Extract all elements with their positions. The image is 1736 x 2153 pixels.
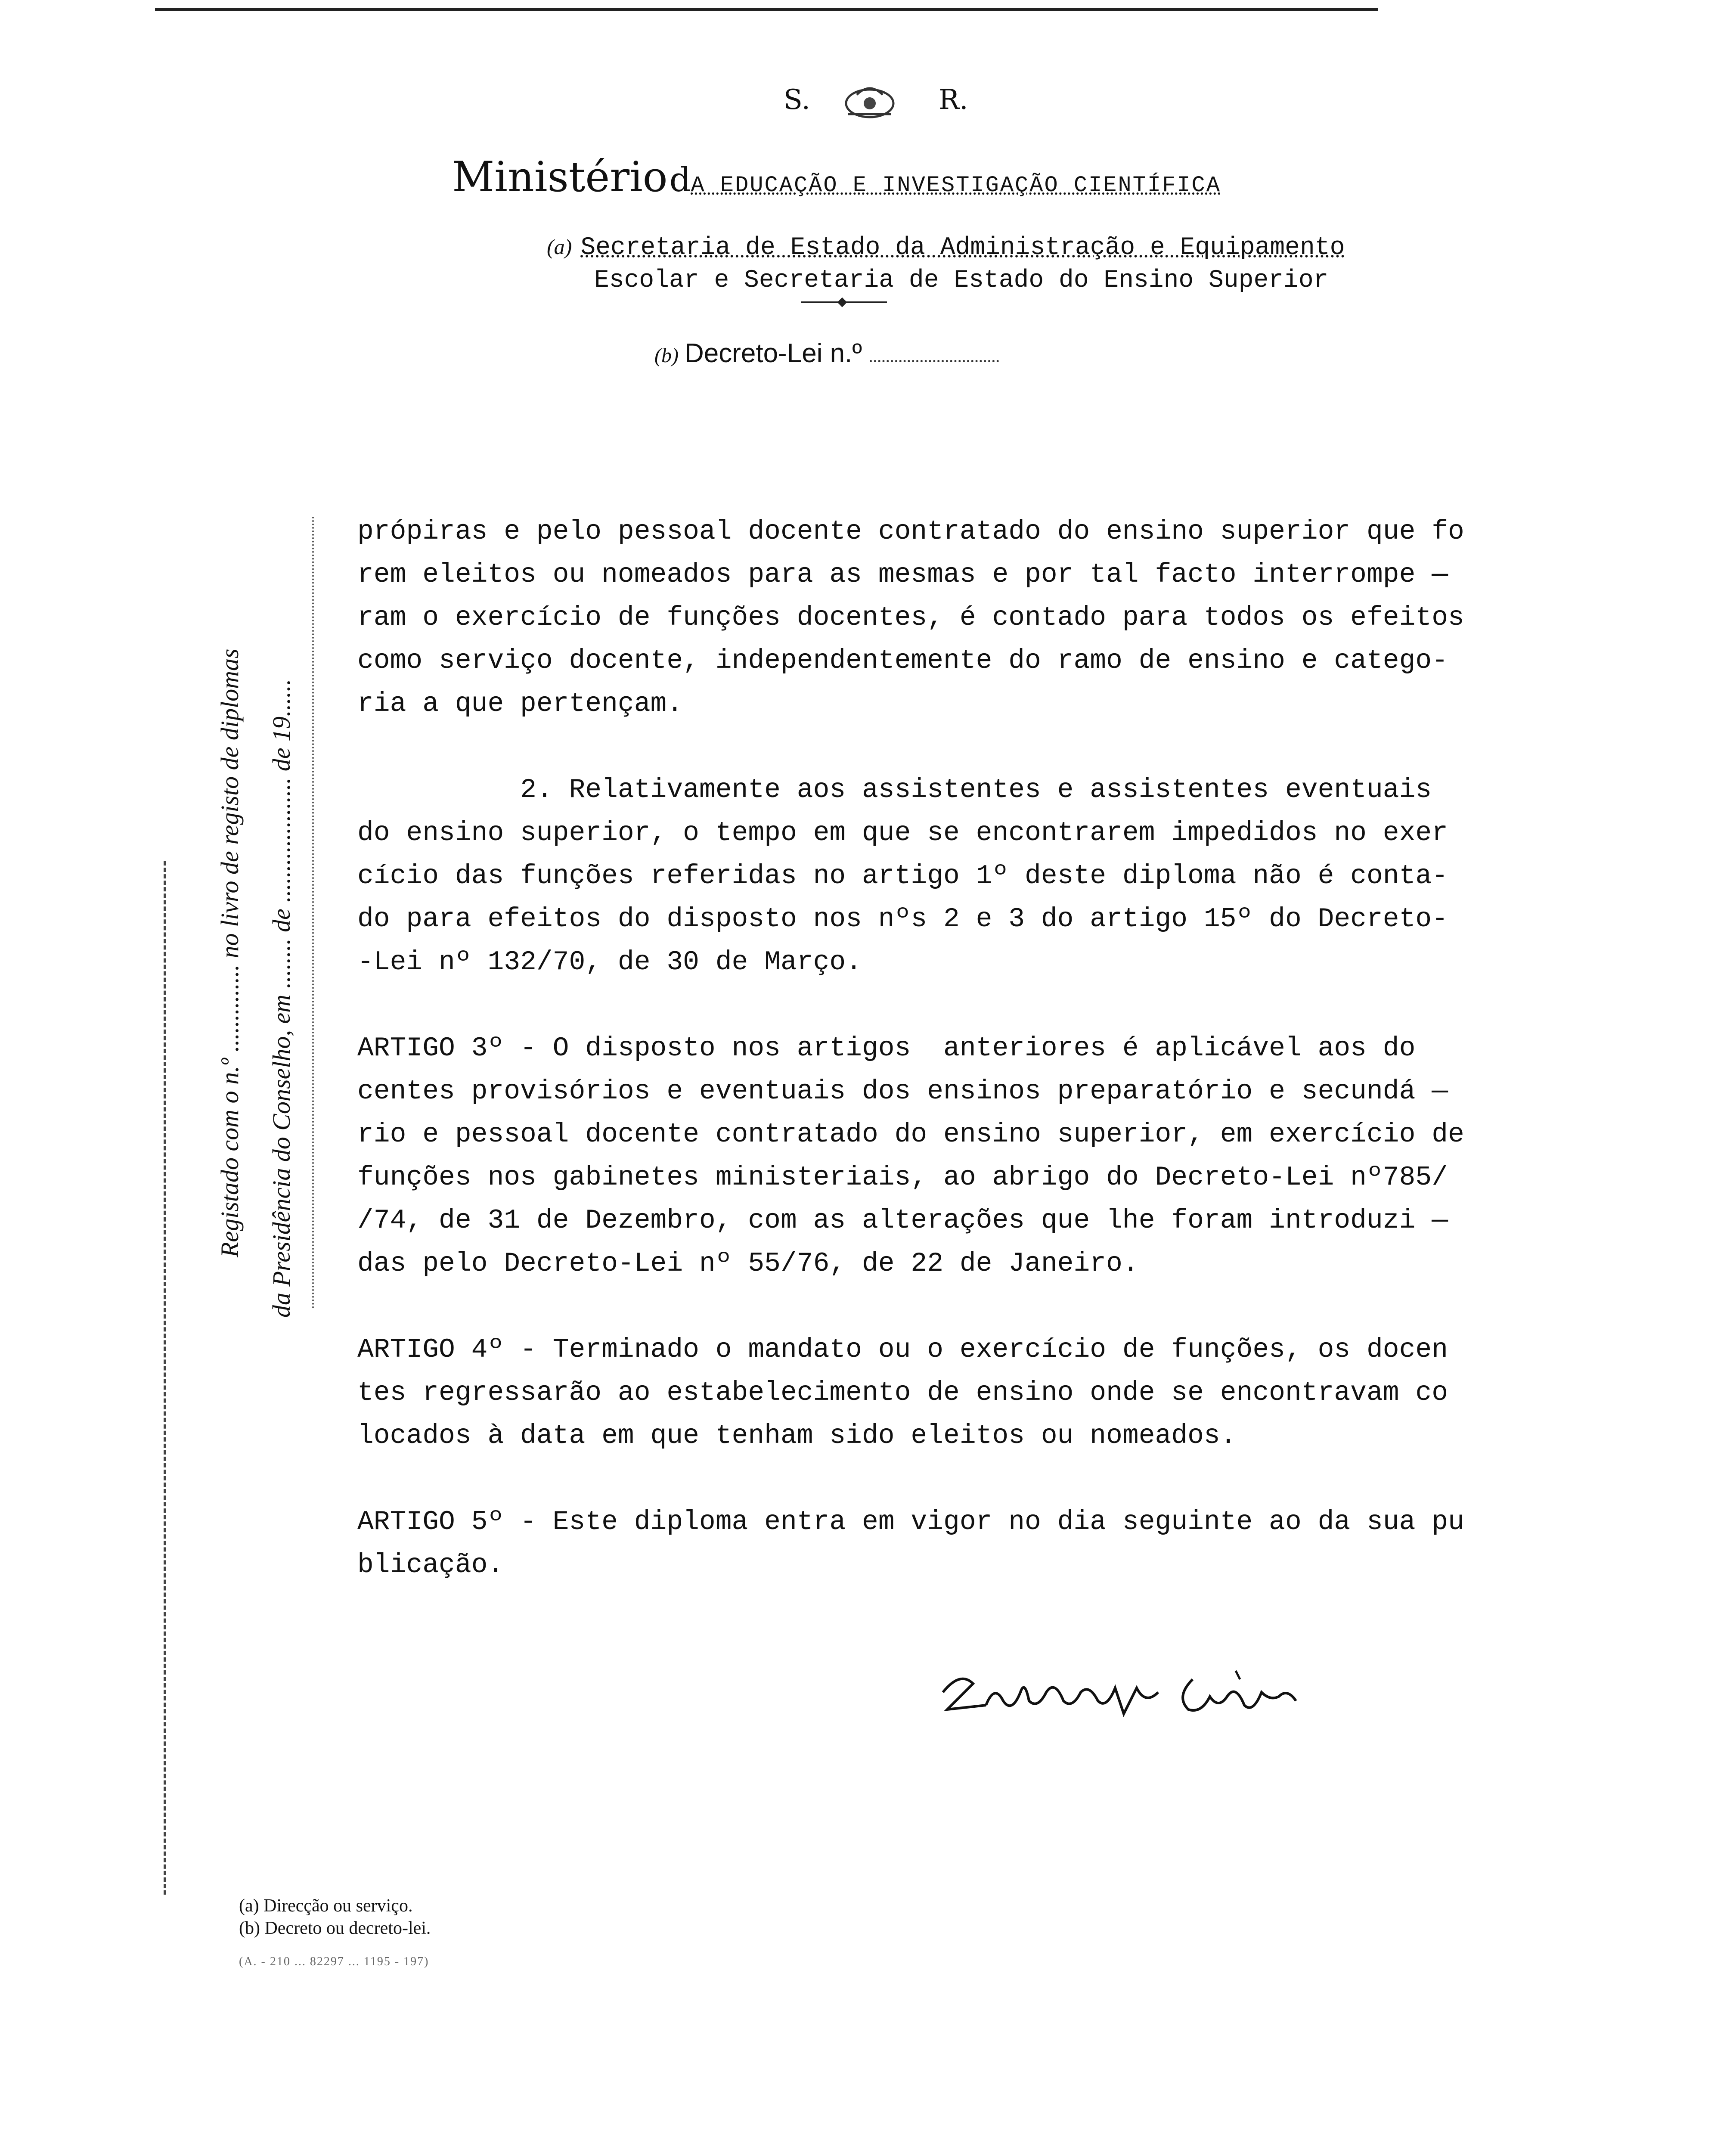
ministry-name: A EDUCAÇÃO E INVESTIGAÇÃO CIENTÍFICA (691, 173, 1221, 198)
secretaria-block (547, 230, 1365, 297)
document-body (357, 510, 1546, 1630)
header-divider (801, 301, 887, 303)
initial-right: R. (939, 84, 968, 116)
coat-of-arms-icon (831, 80, 908, 123)
registry-line-2: da Presidência do Conselho, em ........ de .................... de 19...... (267, 679, 295, 1318)
footnotes (239, 1895, 626, 1973)
decreto-label: Decreto-Lei n.º (684, 338, 862, 368)
binding-margin-marks (164, 861, 174, 1895)
registry-margin (207, 517, 336, 1335)
initial-left: S. (784, 84, 810, 116)
note-b-label: (b) (654, 344, 679, 367)
top-rule (155, 8, 1378, 11)
letterhead-initials (766, 80, 990, 123)
paragraph-1: própiras e pelo pessoal docente contratado do ensino superior que fo rem eleitos ou nomeados para as mesmas e por tal facto interrompe — ram o exercício de funções docentes, é contado para todos os efeitos como serviço docente, independentemente do ramo de ensino e catego- ria a que pertençam. (357, 516, 1464, 719)
footnote-b: (b) Decreto ou decreto-lei. (239, 1918, 431, 1938)
divider-diamond-icon (837, 298, 847, 307)
ministry-word: Ministério (452, 153, 668, 201)
ministry-d: d (669, 161, 691, 199)
decreto-line (654, 338, 1128, 369)
registry-line-1: Registado com o n.º .............. no livro de registo de diplomas (216, 648, 244, 1257)
paragraph-artigo-5: ARTIGO 5º - Este diploma entra em vigor no dia seguinte ao da sua pu blicação. (357, 1507, 1464, 1580)
note-a-label: (a) (547, 235, 572, 259)
secretaria-line-2: Escolar e Secretaria de Estado do Ensino Superior (594, 267, 1329, 295)
handwritten-signature-icon (934, 1645, 1305, 1740)
decreto-number-blank (870, 360, 999, 362)
printer-code: (A. - 210 ... 82297 ... 1195 - 197) (239, 1955, 429, 1968)
margin-dotted-line (312, 517, 314, 1309)
paragraph-2: 2. Relativamente aos assistentes e assistentes eventuais do ensino superior, o tempo em que se encontrarem impedidos no exer cício das funções referidas no artigo 1º deste diploma não é conta- do para efeitos do disposto nos nºs 2 e 3 do artigo 15º do Decreto- -Lei nº 132/70, de 30 de Março. (357, 775, 1448, 977)
ministry-heading (452, 153, 1399, 205)
secretaria-line-1: Secretaria de Estado da Administração e Equipamento (580, 234, 1345, 262)
footnote-a: (a) Direcção ou serviço. (239, 1896, 413, 1916)
paragraph-artigo-3: ARTIGO 3º - O disposto nos artigos anteriores é aplicável aos do centes provisórios e eventuais dos ensinos preparatório e secundá — rio e pessoal docente contratado do ensino superior, em exercício de funções nos gabinetes ministeriais, ao abrigo do Decreto-Lei nº785/ /74, de 31 de Dezembro, com as alterações que lhe foram introduzi — das pelo Decreto-Lei nº 55/76, de 22 de Janeiro. (357, 1033, 1464, 1279)
signature (934, 1645, 1305, 1740)
paragraph-artigo-4: ARTIGO 4º - Terminado o mandato ou o exercício de funções, os docen tes regressarão ao estabelecimento de ensino onde se encontravam co locados à data em que tenham sido eleitos ou nomeados. (357, 1334, 1448, 1451)
